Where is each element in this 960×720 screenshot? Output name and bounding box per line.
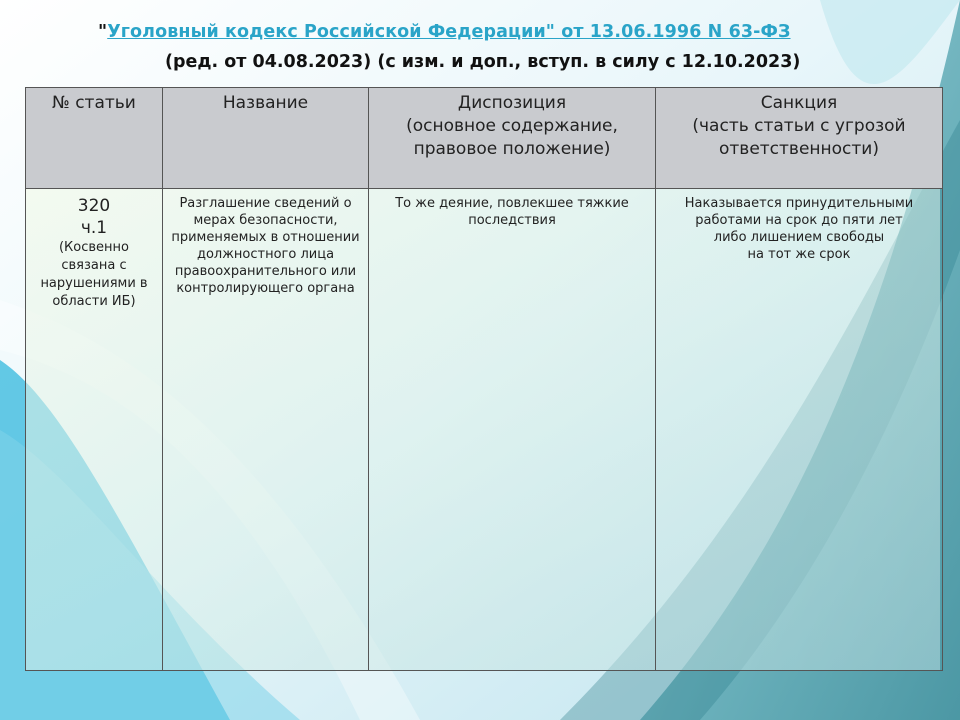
- cell-sanction: [656, 189, 943, 671]
- table-header-row: [26, 88, 943, 189]
- sanction-line-3: либо лишением свободы: [713, 230, 885, 245]
- sanction-line-1: Наказывается принудительными: [684, 196, 914, 211]
- header-sanction: [656, 88, 943, 189]
- cell-disposition: То же деяние, повлекшее тяжкие последствия: [369, 189, 656, 671]
- title-line-1: [98, 22, 791, 42]
- header-disposition-title: Диспозиция: [457, 93, 567, 113]
- article-note: (Косвенно связана с нарушениями в области ИБ): [40, 240, 148, 309]
- title-subtitle: (ред. от 04.08.2023) (с изм. и доп., вступ. в силу с 12.10.2023): [165, 52, 801, 72]
- title-open-quote: ": [98, 22, 108, 42]
- header-disposition: [369, 88, 656, 189]
- header-disposition-subtitle: (основное содержание, правовое положение): [406, 116, 618, 159]
- cell-name: Разглашение сведений о мерах безопасности, применяемых в отношении должностного лица правоохранительного или контролирующего органа: [163, 189, 369, 671]
- cell-article-number: [26, 189, 163, 671]
- header-name: Название: [163, 88, 369, 189]
- sanction-line-4: на тот же срок: [747, 247, 851, 262]
- table-row: [26, 189, 943, 671]
- header-sanction-title: Санкция: [760, 93, 838, 113]
- law-table: [25, 87, 943, 671]
- header-article-number: № статьи: [26, 88, 163, 189]
- law-link[interactable]: Уголовный кодекс Российской Федерации" от 13.06.1996 N 63-ФЗ: [107, 22, 791, 42]
- header-sanction-subtitle: (часть статьи с угрозой ответственности): [692, 116, 906, 159]
- sanction-line-2: работами на срок до пяти лет: [695, 213, 903, 228]
- article-part: ч.1: [80, 218, 108, 238]
- article-number: 320: [77, 196, 111, 216]
